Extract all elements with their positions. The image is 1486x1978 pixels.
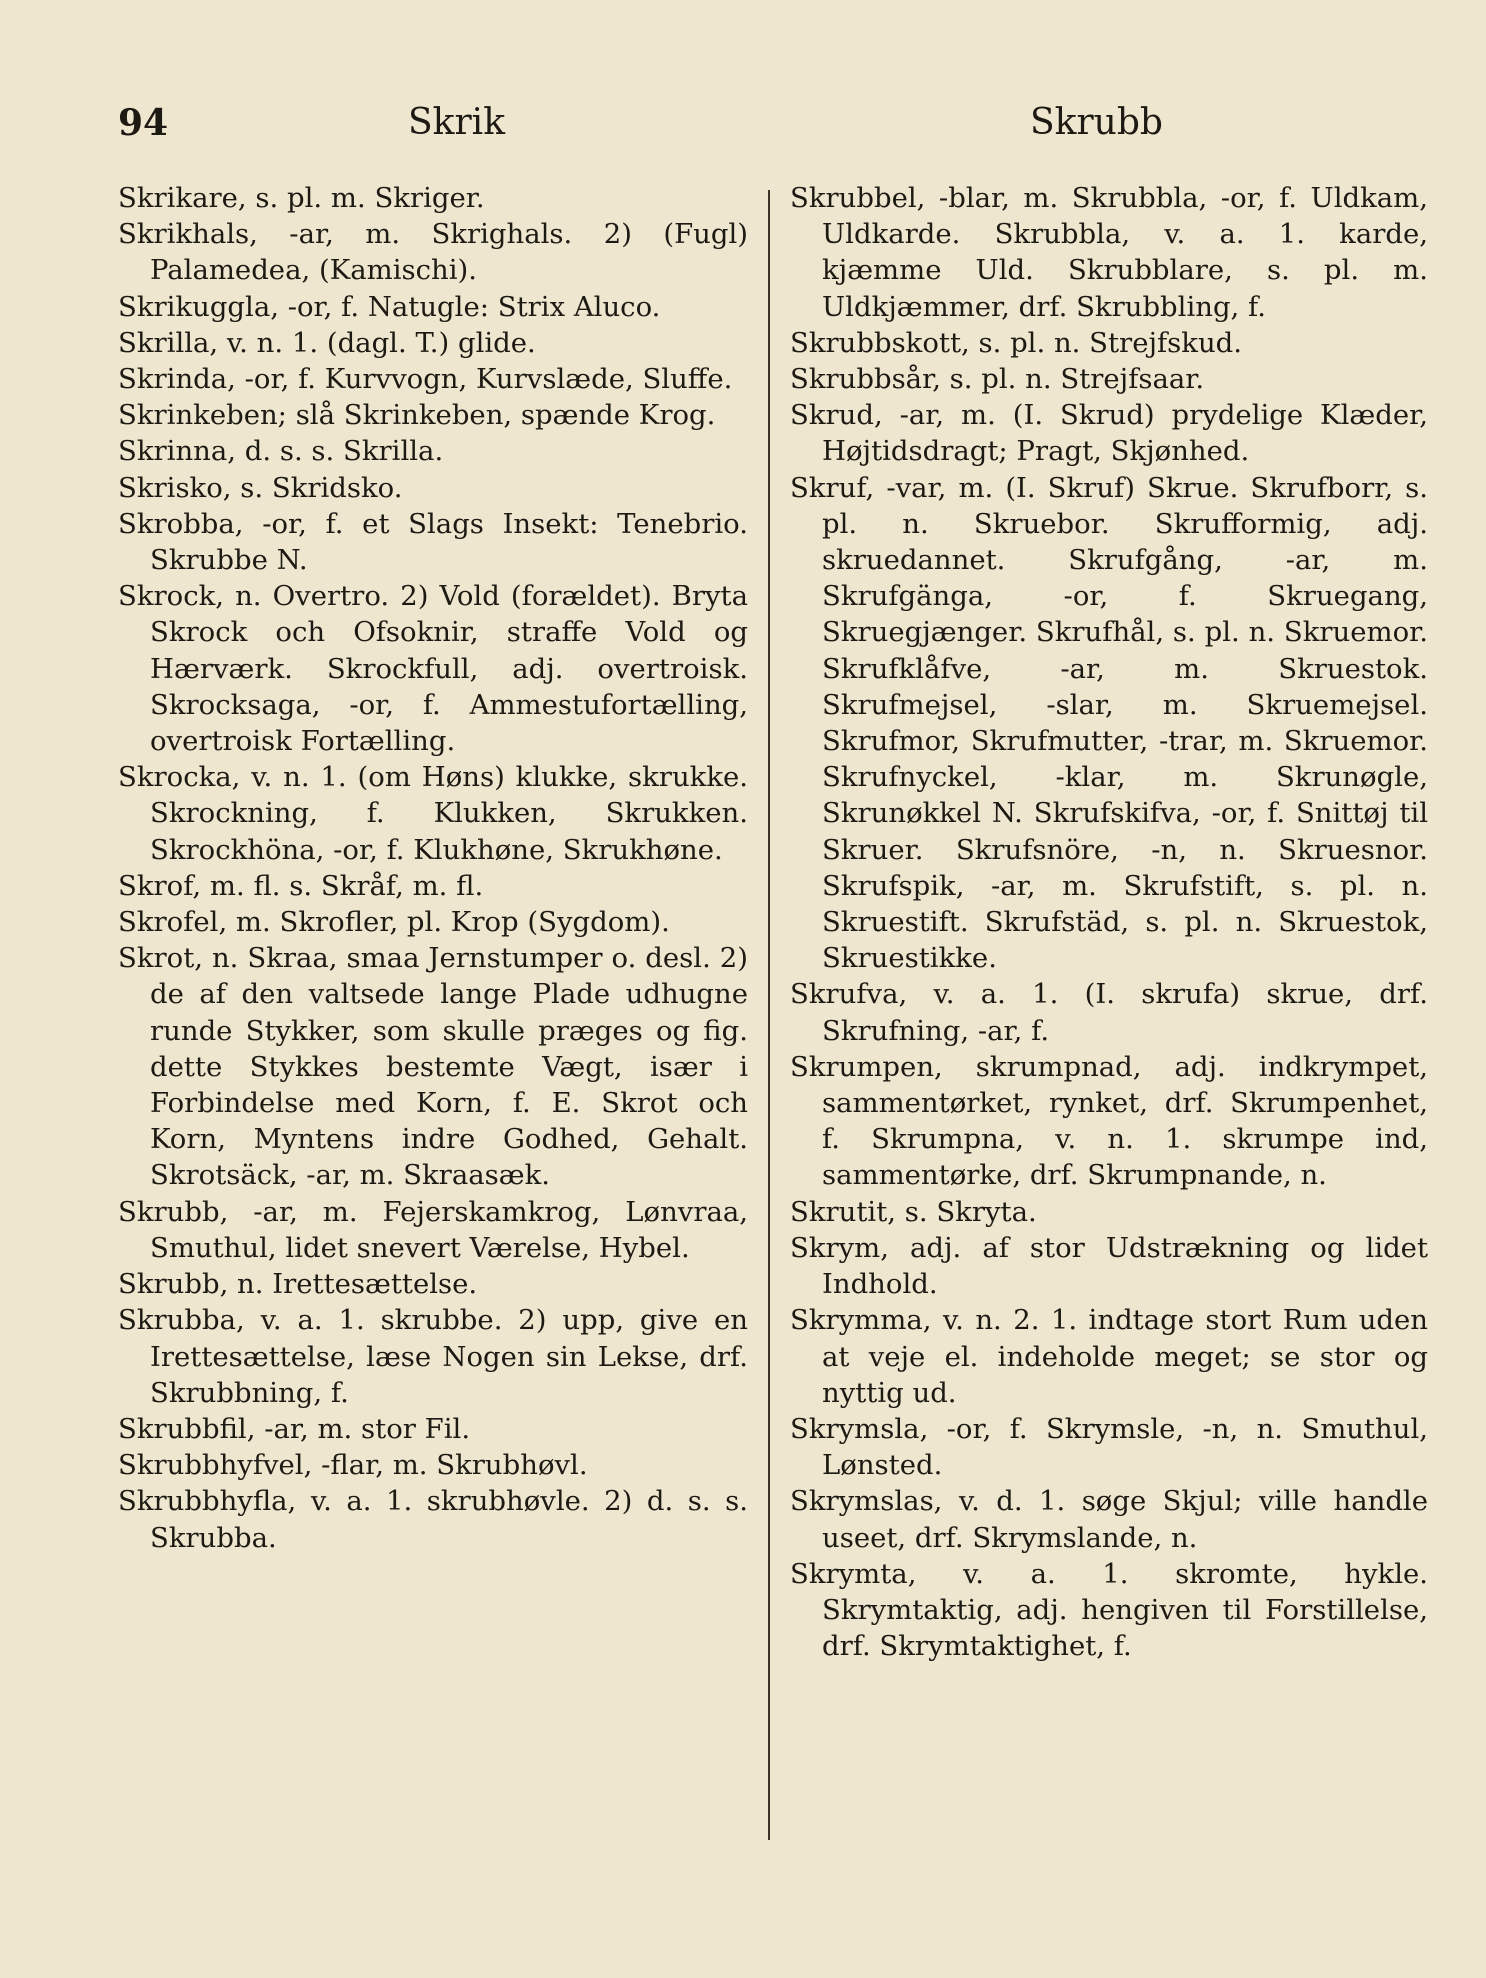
dictionary-entry: Skrym, adj. af stor Udstrækning og lidet Indhold. (790, 1231, 1428, 1301)
page-number: 94 (118, 102, 169, 144)
dictionary-entry: Skrofel, m. Skrofler, pl. Krop (Sygdom). (118, 906, 670, 939)
left-guide-word: Skrik (408, 102, 506, 143)
dictionary-entry: Skrubbhyfla, v. a. 1. skrubhøvle. 2) d. s. s. Skrubba. (118, 1485, 748, 1554)
dictionary-entry: Skrikare, s. pl. m. Skriger. (118, 182, 485, 214)
dictionary-entry: Skrymslas, v. d. 1. søge Skjul; ville handle useet, drf. Skrymslande, n. (790, 1485, 1428, 1554)
dictionary-entry: Skrisko, s. Skridsko. (118, 471, 403, 504)
dictionary-entry: Skrobba, -or, f. et Slags Insekt: Tenebrio. Skrubbe N. (118, 507, 748, 577)
page-header (118, 100, 1408, 150)
right-column (790, 180, 1428, 1664)
dictionary-entry: Skrubba, v. a. 1. skrubbe. 2) upp, give en Irettesættelse, læse Nogen sin Lekse, drf. Skrubbning, f. (118, 1304, 748, 1409)
dictionary-entry: Skrot, n. Skraa, smaa Jernstumper o. desl. 2) de af den valtsede lange Plade udhugne runde Stykker, som skulle præges og fig. dette Stykkes bestemte Vægt, især i Forbindelse med Korn, f. E. Skrot och Korn, Myntens indre Godhed, Gehalt. Skrotsäck, -ar, m. Skraasæk. (118, 942, 748, 1192)
dictionary-entry: Skrymma, v. n. 2. 1. indtage stort Rum uden at veje el. indeholde meget; se stor og nyttig ud. (790, 1304, 1428, 1409)
dictionary-entry: Skrinda, -or, f. Kurvvogn, Kurvslæde, Sluffe. (118, 363, 733, 396)
dictionary-entry: Skrubbfil, -ar, m. stor Fil. (118, 1412, 471, 1445)
dictionary-entry: Skrinkeben; slå Skrinkeben, spænde Krog. (118, 399, 716, 432)
dictionary-entry: Skrikhals, -ar, m. Skrighals. 2) (Fugl) Palamedea, (Kamischi). (118, 218, 748, 287)
column-divider (768, 190, 770, 1840)
dictionary-entry: Skrocka, v. n. 1. (om Høns) klukke, skrukke. Skrockning, f. Klukken, Skrukken. Skrockhöna, -or, f. Klukhøne, Skrukhøne. (118, 761, 748, 866)
dictionary-entry: Skrud, -ar, m. (I. Skrud) prydelige Klæder, Højtidsdragt; Pragt, Skjønhed. (790, 399, 1428, 468)
dictionary-entry: Skrubb, -ar, m. Fejerskamkrog, Lønvraa, Smuthul, lidet snevert Værelse, Hybel. (118, 1195, 748, 1264)
dictionary-entry: Skrilla, v. n. 1. (dagl. T.) glide. (118, 326, 536, 359)
dictionary-entry: Skrinna, d. s. s. Skrilla. (118, 435, 444, 468)
dictionary-entry: Skrubbsår, s. pl. n. Strejfsaar. (790, 363, 1205, 396)
dictionary-entry: Skrutit, s. Skryta. (790, 1195, 1037, 1228)
dictionary-entry: Skrymsla, -or, f. Skrymsle, -n, n. Smuthul, Lønsted. (790, 1412, 1428, 1482)
dictionary-entry: Skrumpen, skrumpnad, adj. indkrympet, sammentørket, rynket, drf. Skrumpenhet, f. Skrumpna, v. n. 1. skrumpe ind, sammentørke, drf. Skrumpnande, n. (790, 1050, 1428, 1192)
right-guide-word: Skrubb (1030, 102, 1163, 143)
dictionary-entry: Skrubbel, -blar, m. Skrubbla, -or, f. Uldkam, Uldkarde. Skrubbla, v. a. 1. karde, kjæmme Uld. Skrubblare, s. pl. m. Uldkjæmmer, drf. Skrubbling, f. (790, 182, 1428, 323)
dictionary-entry: Skrufva, v. a. 1. (I. skrufa) skrue, drf. Skrufning, -ar, f. (790, 978, 1428, 1047)
dictionary-entry: Skrymta, v. a. 1. skromte, hykle. Skrymtaktig, adj. hengiven til Forstillelse, drf. Skrymtaktighet, f. (790, 1557, 1428, 1663)
dictionary-entry: Skrof, m. fl. s. Skråf, m. fl. (118, 869, 484, 902)
left-column (118, 180, 748, 1556)
dictionary-entry: Skrubb, n. Irettesættelse. (118, 1268, 478, 1301)
dictionary-entry: Skrubbhyfvel, -flar, m. Skrubhøvl. (118, 1449, 588, 1482)
dictionary-entry: Skruf, -var, m. (I. Skruf) Skrue. Skrufborr, s. pl. n. Skruebor. Skrufformig, adj. skruedannet. Skrufgång, -ar, m. Skrufgänga, -or, f. Skruegang, Skruegjænger. Skrufhål, s. pl. n. Skruemor. Skrufklåfve, -ar, m. Skruestok. Skrufmejsel, -slar, m. Skruemejsel. Skrufmor, Skrufmutter, -trar, m. Skruemor. Skrufnyckel, -klar, m. Skrunøgle, Skrunøkkel N. Skrufskifva, -or, f. Snittøj til Skruer. Skrufsnöre, -n, n. Skruesnor. Skrufspik, -ar, m. Skrufstift, s. pl. n. Skruestift. Skrufstäd, s. pl. n. Skruestok, Skruestikke. (790, 471, 1428, 975)
dictionary-entry: Skrubbskott, s. pl. n. Strejfskud. (790, 326, 1243, 359)
dictionary-entry: Skrikuggla, -or, f. Natugle: Strix Aluco. (118, 290, 661, 323)
dictionary-entry: Skrock, n. Overtro. 2) Vold (forældet). Bryta Skrock och Ofsoknir, straffe Vold og Hærværk. Skrockfull, adj. overtroisk. Skrocksaga, -or, f. Ammestufortælling, overtroisk Fortælling. (118, 580, 748, 758)
